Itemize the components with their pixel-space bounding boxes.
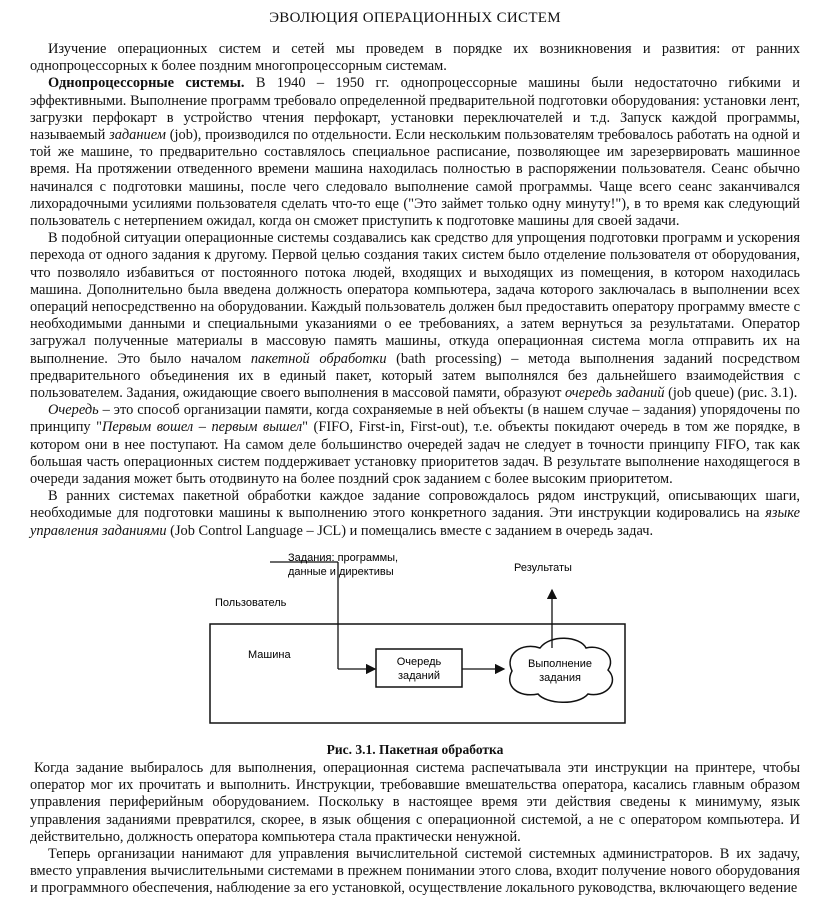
- execution-cloud: [510, 638, 613, 702]
- user-label: Пользователь: [215, 596, 287, 609]
- exec-label-2: задания: [539, 671, 581, 684]
- paragraph-queue: [30, 402, 800, 488]
- paragraph-text: В подобной ситуации операционные системы создавались как средство для упрощения подготовки программ и ускорения перехода от одного задания к другому. Первой целью создания таких систем было отделение пользователя от оборудования, что позволяло избавиться от постоянного потока людей, входящих и выходящих из помещения, в котором находилась машина. Дополнительно была введена должность оператора компьютера, задача которого заключалась в выполнении всех операций непосредственно на оборудовании. Каждый пользователь должен был предоставить оператору программу вместе с необходимыми данными и специальными указаниями о ее требованиях, а затем вернуться за результатами. Оператор загружал полученные материалы в массовую память машины, откуда операционная система могла отправить их на выполнение. Это было началом: [30, 230, 800, 367]
- paragraph-text: (Job Control Language – JCL) и помещались вместе с заданием в очередь задач.: [166, 522, 654, 539]
- term-jcl: языке управления заданиями: [30, 505, 800, 539]
- paragraph-instructions: Когда задание выбиралось для выполнения, операционная система распечатывала эти инструкции на принтере, чтобы оператор мог их прочитать и выполнить. Инструкции, требовавшие вмешательства оператора, касались главным образом управления периферийным оборудованием. Поскольку в настоящее время эти действия сведены к минимуму, язык управления заданиями превратился, скорее, в язык общения с операционной системой, а не с оператором компьютера. И действительно, должность оператора компьютера стала практически ненужной.: [30, 759, 800, 845]
- document-page: [30, 10, 800, 898]
- batch-diagram: [30, 544, 800, 744]
- paragraph-text: – это способ организации памяти, когда сохраняемые в ней объекты (в нашем случае – задания) упорядочены по принципу ": [30, 402, 800, 436]
- queue-label-2: заданий: [397, 669, 441, 682]
- figure-batch-processing: [30, 544, 800, 744]
- paragraph-administrators: Теперь организации нанимают для управления вычислительной системой системных администраторов. В их задачу, вместо управления вычислительными системами в прежнем понимании этого слова, входит получение нового оборудования и программного обеспечения, наблюдение за его установкой, осуществление локального руководства, включающего ведение: [30, 845, 800, 897]
- paragraph-text: " (FIFO, First-in, First-out), т.е. объекты покидают очередь в том же порядке, в котором они в нее поступают. На самом деле большинство очередей задач не следует в точности принципу FIFO, так как большая часть операционных систем поддерживает установку приоритетов задач. В результате выполнение находящегося в очереди задания может быть отодвинуто на более поздний срок заданием с более высоким приоритетом.: [30, 419, 800, 488]
- output-label: Результаты: [514, 561, 572, 574]
- paragraph-text: (job), производился по отдельности. Если нескольким пользователям требовалось работать на одной и той же машине, то предварительно составлялось специальное расписание, позволяющее им зарезервировать машинное время. На протяжении отведенного времени машина находилась полностью в распоряжении пользователя. Сеанс обычно начинался с подготовки машины, после чего следовало выполнение самой программы. Чаще всего сеанс заканчивался лихорадочными усилиями пользователя сделать что-то еще ("Это займет только одну минуту!"), в то время как следующий пользователь с нетерпением ожидал, когда он сможет приступить к подготовке машины для своей задачи.: [30, 127, 800, 230]
- paragraph-batch: [30, 230, 800, 402]
- term-batch-processing: пакетной обработки: [250, 350, 387, 367]
- section-heading: Однопроцессорные системы.: [48, 75, 245, 92]
- intro-paragraph: Изучение операционных систем и сетей мы проведем в порядке их возникновения и развития: от ранних однопроцессорных к более поздним многопроцессорным системам.: [30, 41, 800, 75]
- paragraph-text: В ранних системах пакетной обработки каждое задание сопровождалось рядом инструкций, описывающих шаги, необходимые для подготовки машины к выполнению этого конкретного задания. Эти инструкции кодировались на: [30, 488, 800, 522]
- paragraph-text: (bath processing) – метода выполнения заданий посредством предварительного объединения их в единый пакет, который затем выполнялся без дальнейшего взаимодействия с пользователем. Задания, ожидающие своего выполнения в массовой памяти, образуют: [30, 350, 800, 402]
- queue-label-1: Очередь: [396, 655, 442, 668]
- term-queue: Очередь: [48, 402, 99, 419]
- paragraph-jcl: [30, 488, 800, 540]
- page-title: ЭВОЛЮЦИЯ ОПЕРАЦИОННЫХ СИСТЕМ: [269, 10, 561, 26]
- term-job-queue: очередь заданий: [564, 385, 665, 402]
- term-fifo: Первым вошел – первым вышел: [102, 419, 303, 436]
- figure-caption: Рис. 3.1. Пакетная обработка: [326, 741, 504, 757]
- input-label-1: Задания: программы,: [288, 551, 399, 564]
- paragraph-text: В 1940 – 1950 гг. однопроцессорные машины были недостаточно гибкими и эффективными. Выполнение программ требовало определенной предварительной подготовки оборудования: установки лент, загрузки перфокарт в устройство чтения перфокарт, установки переключателей и т.д. Запуск каждой программы, называемый: [30, 75, 800, 144]
- paragraph-text: (job queue) (рис. 3.1).: [664, 385, 798, 402]
- exec-label-1: Выполнение: [527, 657, 593, 670]
- input-label-2: данные и директивы: [288, 565, 394, 578]
- term-job: заданием: [109, 127, 166, 144]
- paragraph-single-processor: [30, 75, 800, 230]
- machine-label: Машина: [248, 648, 291, 661]
